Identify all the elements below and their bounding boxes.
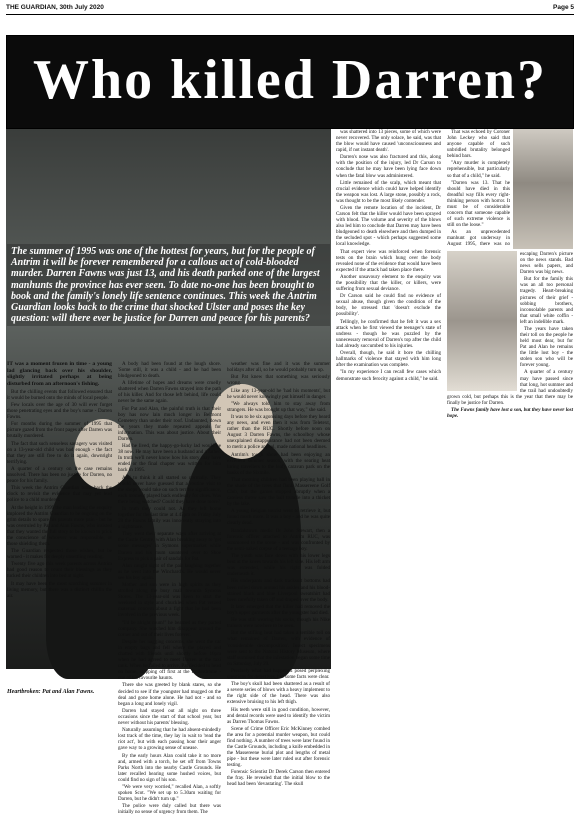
- article-paragraph: For Pat and Alan, the painful truth is that their boy has now lain much longer in Belmont Cemetery than under their roof. Undaunted, down the years they made repeated appeals for information. This was about justice. About their Darren.: [118, 405, 221, 442]
- article-paragraph: But the chilling events that followed ensured that it would be burned onto the minds of local people.: [7, 388, 112, 401]
- article-paragraph: That was echoed by Coroner John Leckey who said that anyone capable of such unbridled brutality belonged behind bars.: [447, 129, 510, 160]
- headline: Who killed Darren?: [32, 49, 548, 111]
- article-paragraph: As an unprecedented manhunt got underway in August 1995, there was no escaping Darren's picture on the news stands. Bad news sells papers, and Darren was big news.: [447, 229, 573, 276]
- article-paragraph: Had he lived, the happy-go-lucky lad would be 38 now. He may have been a husband and a father. In truth we'll never know how his story may have ended or the final chapter was written for him back in 1995.: [118, 443, 221, 474]
- article-paragraph: Scene of Crime Officer Eric McKinney combed the area for a potential murder weapon, but could find nothing. A number of trees were later found in the Castle Grounds, including a knife embedded in the Massereene burial plot and lengths of metal pipe - but these were later ruled out after forensic testing.: [227, 725, 330, 769]
- article-paragraph: A quarter of a century on the case remains unsolved. There has been no justice for Darren, no peace for his family.: [7, 465, 112, 484]
- article-paragraph: The youth was face down with his lower legs bent at the knees towards his left side. His left arm was extended, while his right was folded underneath it.: [227, 553, 330, 578]
- article-column-4: [336, 129, 441, 729]
- article-paragraph: It may have been the most scorching summer in living memory, but there was a distinct chillin the air.: [7, 580, 112, 599]
- article-paragraph: That morning children had been playing ball in the shade of the trees that flank Massereene Golf Club, but the games stopped abruptly when a careless throw saw the ball trundle into a thicket by the lake.: [227, 476, 330, 508]
- page-header: [6, 3, 574, 15]
- article-paragraph: The Guardian respected those wishes, but be warned - it makes for deeply unsettling reading.: [7, 548, 112, 561]
- article-paragraph: Darren had stayed out all night on three occasions since the start of that school year, but never without his parents' blessing.: [118, 707, 221, 726]
- article-paragraph: "We always told him to stay away from strangers. He was brought up that way," she said.: [227, 400, 330, 413]
- article-paragraph: By the early hours Alan could take it no more and, armed with a torch, he set off from Towns Parks North into the nearby Castle Grounds. He later recalled hearing some hushed voices, but could find no sign of his son.: [118, 752, 221, 783]
- article-paragraph: And to think it all started so normally. They would never have guessed that a routine visit to the shops would take on such terrible significance, each moment played back endlessly for clues. Was there being watched? Could they have done more?: [118, 474, 221, 505]
- article-paragraph: Few locals over the age of 30 will ever forget those penetrating eyes and the boy's name - Darren Fawns.: [7, 401, 112, 420]
- article-paragraph: The boy's skull had been shattered as a result of a severe series of blows with a heavy implement to the right side of the head. There was also extensive bruising to his left thigh.: [227, 681, 331, 706]
- article-paragraph: The fact that such senseless savagery was visited on a 13-year-old child was bad enough - the fact that they are still free to do it again, downright terrifying.: [7, 440, 112, 465]
- article-paragraph: It was to be six agonising days before they heard any news, and even then it was from Teletext, rather than the RUC. Shortly before noon on August 3 Darren Fawns, the schoolboy whose unexplained disappearance had not been deemed to merit a police appeal, made national headlines.: [227, 414, 330, 451]
- article-paragraph: Alan caught sight of the pair laughing together as he went into the Winchard's. He would never see his boy again.: [118, 562, 221, 581]
- article-paragraph: Mother and son were in high spirits as they strolled along the busy mall towards Symons Stores. The 13-year-old was keen to start the weekend in style and chuckled when Pat vetoed maternal concern about a fight that he had been involved in the previous week.: [118, 582, 221, 619]
- article-paragraph: He was still wearing his socks, though his Nike trainers were nowhere to be seen.: [227, 617, 330, 630]
- article-paragraph: Naturally assuming that he had absent-mindedly lost track of the time, they lay in wait to 'read the riot act', but with each passing hour their anger gave way to a growing sense of unease.: [118, 727, 221, 752]
- article-paragraph: A young Belgian tourist went to retrieve it, but found much more. It was a boy - and he was quite clearly dead.: [227, 508, 330, 527]
- article-paragraph: Precisely what had happened posed perplexing questions for detectives, but some facts were clear.: [227, 667, 330, 680]
- article-paragraph: Forensic Scientist Dr Derek Carson then entered the fray. He revealed that the initial blow to the head had been 'devastating'. The skull: [227, 769, 330, 788]
- article-column-1: [7, 361, 112, 669]
- article-paragraph: IT was a moment frozen in time - a young lad glancing back over his shoulder, slightly irritated perhaps at being disturbed from an afternoon's fishing.: [7, 361, 112, 387]
- article-paragraph: This week the Antrim Guardian turns back the clock to revisit the evidence that may yet lead police to a child murderer.: [7, 485, 112, 504]
- article-paragraph: "Any murder is completely reprehensible, but particularly so that of a child," he said.: [447, 160, 510, 179]
- article-column-5: [447, 129, 573, 729]
- article-paragraph: The years have taken their toll on the people he held most dear, but for Pat and Alan he remains the little lost boy - the stolen son who will be forever young.: [520, 325, 573, 369]
- publication-dateline: THE GUARDIAN, 30th July 2020: [6, 4, 104, 11]
- article-paragraph: Randalstown medic Dr John Stewart, then a forensic officer attached to Antrim RUC, was summoned to the scene - and was confronted by the semi-naked corpse of a teenage boy.: [227, 527, 330, 552]
- article-paragraph: At the height in 1999 the man leading the enquiry implored the Antrim Guardian to be ongoing on the grim details to spare his parents more pain - but he was overruled by Pat and Alan Fawns, who insisted that they wanted the full story to be known to prick the conscience of whoever was responsible, or those shielding them.: [7, 504, 112, 547]
- article-column-2: [118, 361, 221, 815]
- article-paragraph: There she was greeted by blank stares, so she decided to see if the youngster had mugged on the deal and gone home alone. He had not - and so began a long and lonely vigil.: [118, 682, 221, 707]
- article-paragraph: "Darren was 13. That he should have died in this dreadful way fills every right-thinking person with horror. It must be of considerable concern that someone capable of such extreme violence is still on the loose.": [447, 179, 510, 229]
- article-paragraph: But for the family this was an all too personal tragedy. Heart-breaking pictures of their grief - sobbing brothers, inconsolable parents and that small white coffin - left an indelible mark.: [520, 276, 573, 325]
- article-paragraph: Another unsavoury element to the enquiry was the possibility that the killer, or killers, were suffering from sexual deviance.: [336, 274, 441, 293]
- page-number: Page 5: [553, 4, 574, 11]
- article-paragraph: Darren's nose was also fractured and this, along with the position of the injury, led Dr Carson to conclude that he may have been lying face down when the fatal blow was administered.: [336, 154, 441, 179]
- article-paragraph: The police were duly called but there was initially no sense of urgency from them. The: [118, 803, 221, 815]
- article-paragraph: Twenty five ago this week parents across Antrim had good reason to count their blessings as they tucked their children into bed at night.: [7, 561, 112, 580]
- article-paragraph: They went their separate ways after arriving at the Castle Centre, with Alan breaking away to 'get some messages' in Symons supermarket while Darren and his mum sauntered over to Shoe Express to pick a pair of sandals for Pat.: [118, 531, 221, 562]
- article-paragraph: A lifetime of hopes and dreams were cruelly shattered when Darren Fawns strayed into the path of his killer. And for those left behind, life could never be the same again.: [118, 380, 221, 405]
- article-paragraph: "I'd be alright mum!" he beamed as they parted company. She watched him disappear around the corner and out of their lives forever.: [118, 619, 221, 638]
- article-paragraph: weather was fine and it was the summer holidays after all, so he would probably turn up.: [227, 361, 330, 374]
- inset-photo-lower: [447, 251, 517, 391]
- article-paragraph: Tellingly, he confirmed that he felt it was a sex attack when he first viewed the teenager's state of undress - though he was puzzled by the unnecessary removal of Darren's top after the child had already succumbed to his injuries.: [336, 318, 441, 349]
- article-paragraph: A quarter of a century may have passed since that long, hot summer and the trail had undoubtedly grown cold, but perhaps this is the year that there may be finally be justice for Darren.: [447, 369, 573, 406]
- article-paragraph: Like any 13-year-old he 'had his moments', but he would never knowingly put himself in danger.: [227, 387, 330, 400]
- article-paragraph: "We were very worried," recalled Alan, a softly spoken Scot. "We set up to 5.30am waiting for Darren, but he didn't turn up.": [118, 783, 221, 803]
- article-column-3: [227, 361, 331, 788]
- article-paragraph: That expert view was reinforced when forensic tests on the brain which hung over the body revealed none of the evidence that would have been expected if the attack had taken place there.: [336, 248, 441, 273]
- article-paragraph: Despite her nagging concerns, she went the car in empty bags and fell where the played and chatted with friends until shortly before 10pm when he had agreed to meet Darren at the taxi rank. When he failed to arrive, Pat decided to head on home, stopping off first at the Rollerdrome - one of his favourite haunts.: [118, 638, 221, 682]
- article-paragraph: In truth they could not. As they left home together for the last time at 4.45pm on Friday July 28 the Fawns family was innocently straying into a nightmare.: [118, 506, 221, 531]
- headline-banner: [6, 35, 574, 129]
- article-paragraph: But Pat knew that something was seriously wrong.: [227, 374, 330, 387]
- article-paragraph: Overall, though, he said it bore the chilling hallmarks of violence that stayed with him long after the examination was complete.: [336, 350, 441, 369]
- article-paragraph: His underpants and dark tracksuit bottoms had been rolled down around his ankles and his blood-stained black and blue Liverpool sweatshirt had been carefully taken off and draped over the body.: [227, 578, 330, 603]
- inset-photo: [513, 129, 573, 249]
- article-paragraph: Antrim's tough shore had been enjoying an excellent summer season, with the searing heat luring travellers to the leafy caravan park on the banks of the Sixmile.: [227, 451, 330, 476]
- article-paragraph: But the stifling heat had taken a terrible toll on what remained of Darren, with evidence of 'considerable decomposition'. Insect specimens were sent to the Natural History Museum, where staff surmised that the infestation began some time on Saturday, July 29.: [227, 630, 330, 667]
- article-paragraph: His teeth were still in good condition, however, and dental records were used to identify the victim as Darren Thomas Fawns.: [227, 706, 330, 725]
- article-closing-line: The Fawns family have lost a son, but they have never lost hope.: [447, 406, 573, 419]
- article-paragraph: A body had been found at the lough shore. 'Some still, it was a child - and he had been bludgeoned to death.: [118, 361, 221, 380]
- standfirst: The summer of 1995 was one of the hottest for years, but for the people of Antrim it will be forever remembered for a callous act of cold-blooded murder. Darren Fawns was just 13, and his death parked one of the largest manhunts the province has ever seen. To date no-one has been brought to book and the family's lonely life sentence continues. This week the Antrim Guardian looks back to the crime that shocked Ulster and poses the key question: will there ever be justice for Darren and peace for his parents?: [7, 244, 330, 326]
- article-paragraph: For months during the summer of 1995 that picture gazed from the front pages after Darren was brutally murdered.: [7, 421, 112, 440]
- article-paragraph: Given the remote location of the incident, Dr Carson felt that the killer would have been sprayed with blood. The volume and severity of the blows also led him to conclude that Darren may have been bludgeoned to death elsewhere and then dumped in the secluded spot - which perhaps suggested some local knowledge.: [336, 205, 441, 248]
- photo-caption: Heartbroken: Pat and Alan Fawns.: [7, 689, 95, 695]
- article-paragraph: Dr Carson said he could find no evidence of sexual abuse, though given the condition of the body, he stressed that 'doesn't exclude the possibility'.: [336, 293, 441, 318]
- article-paragraph: Little remained of the scalp, which meant that crucial evidence which could have helped identify the weapon was lost. A large stone, possibly a rock, was thought to be the most likely contender.: [336, 179, 441, 204]
- article-paragraph: "In my experience I can recall few cases which demonstrate such ferocity against a child," he said.: [336, 369, 441, 382]
- article-paragraph: was shattered into 13 pieces, some of which were never recovered. The only solace, he said, was that the blow would have caused 'unconsciousness and rapid, if not instant death'.: [336, 129, 441, 154]
- article-paragraph: It later emerged that the killer had removed the boy's upper garments after the youngster had died.: [227, 603, 330, 616]
